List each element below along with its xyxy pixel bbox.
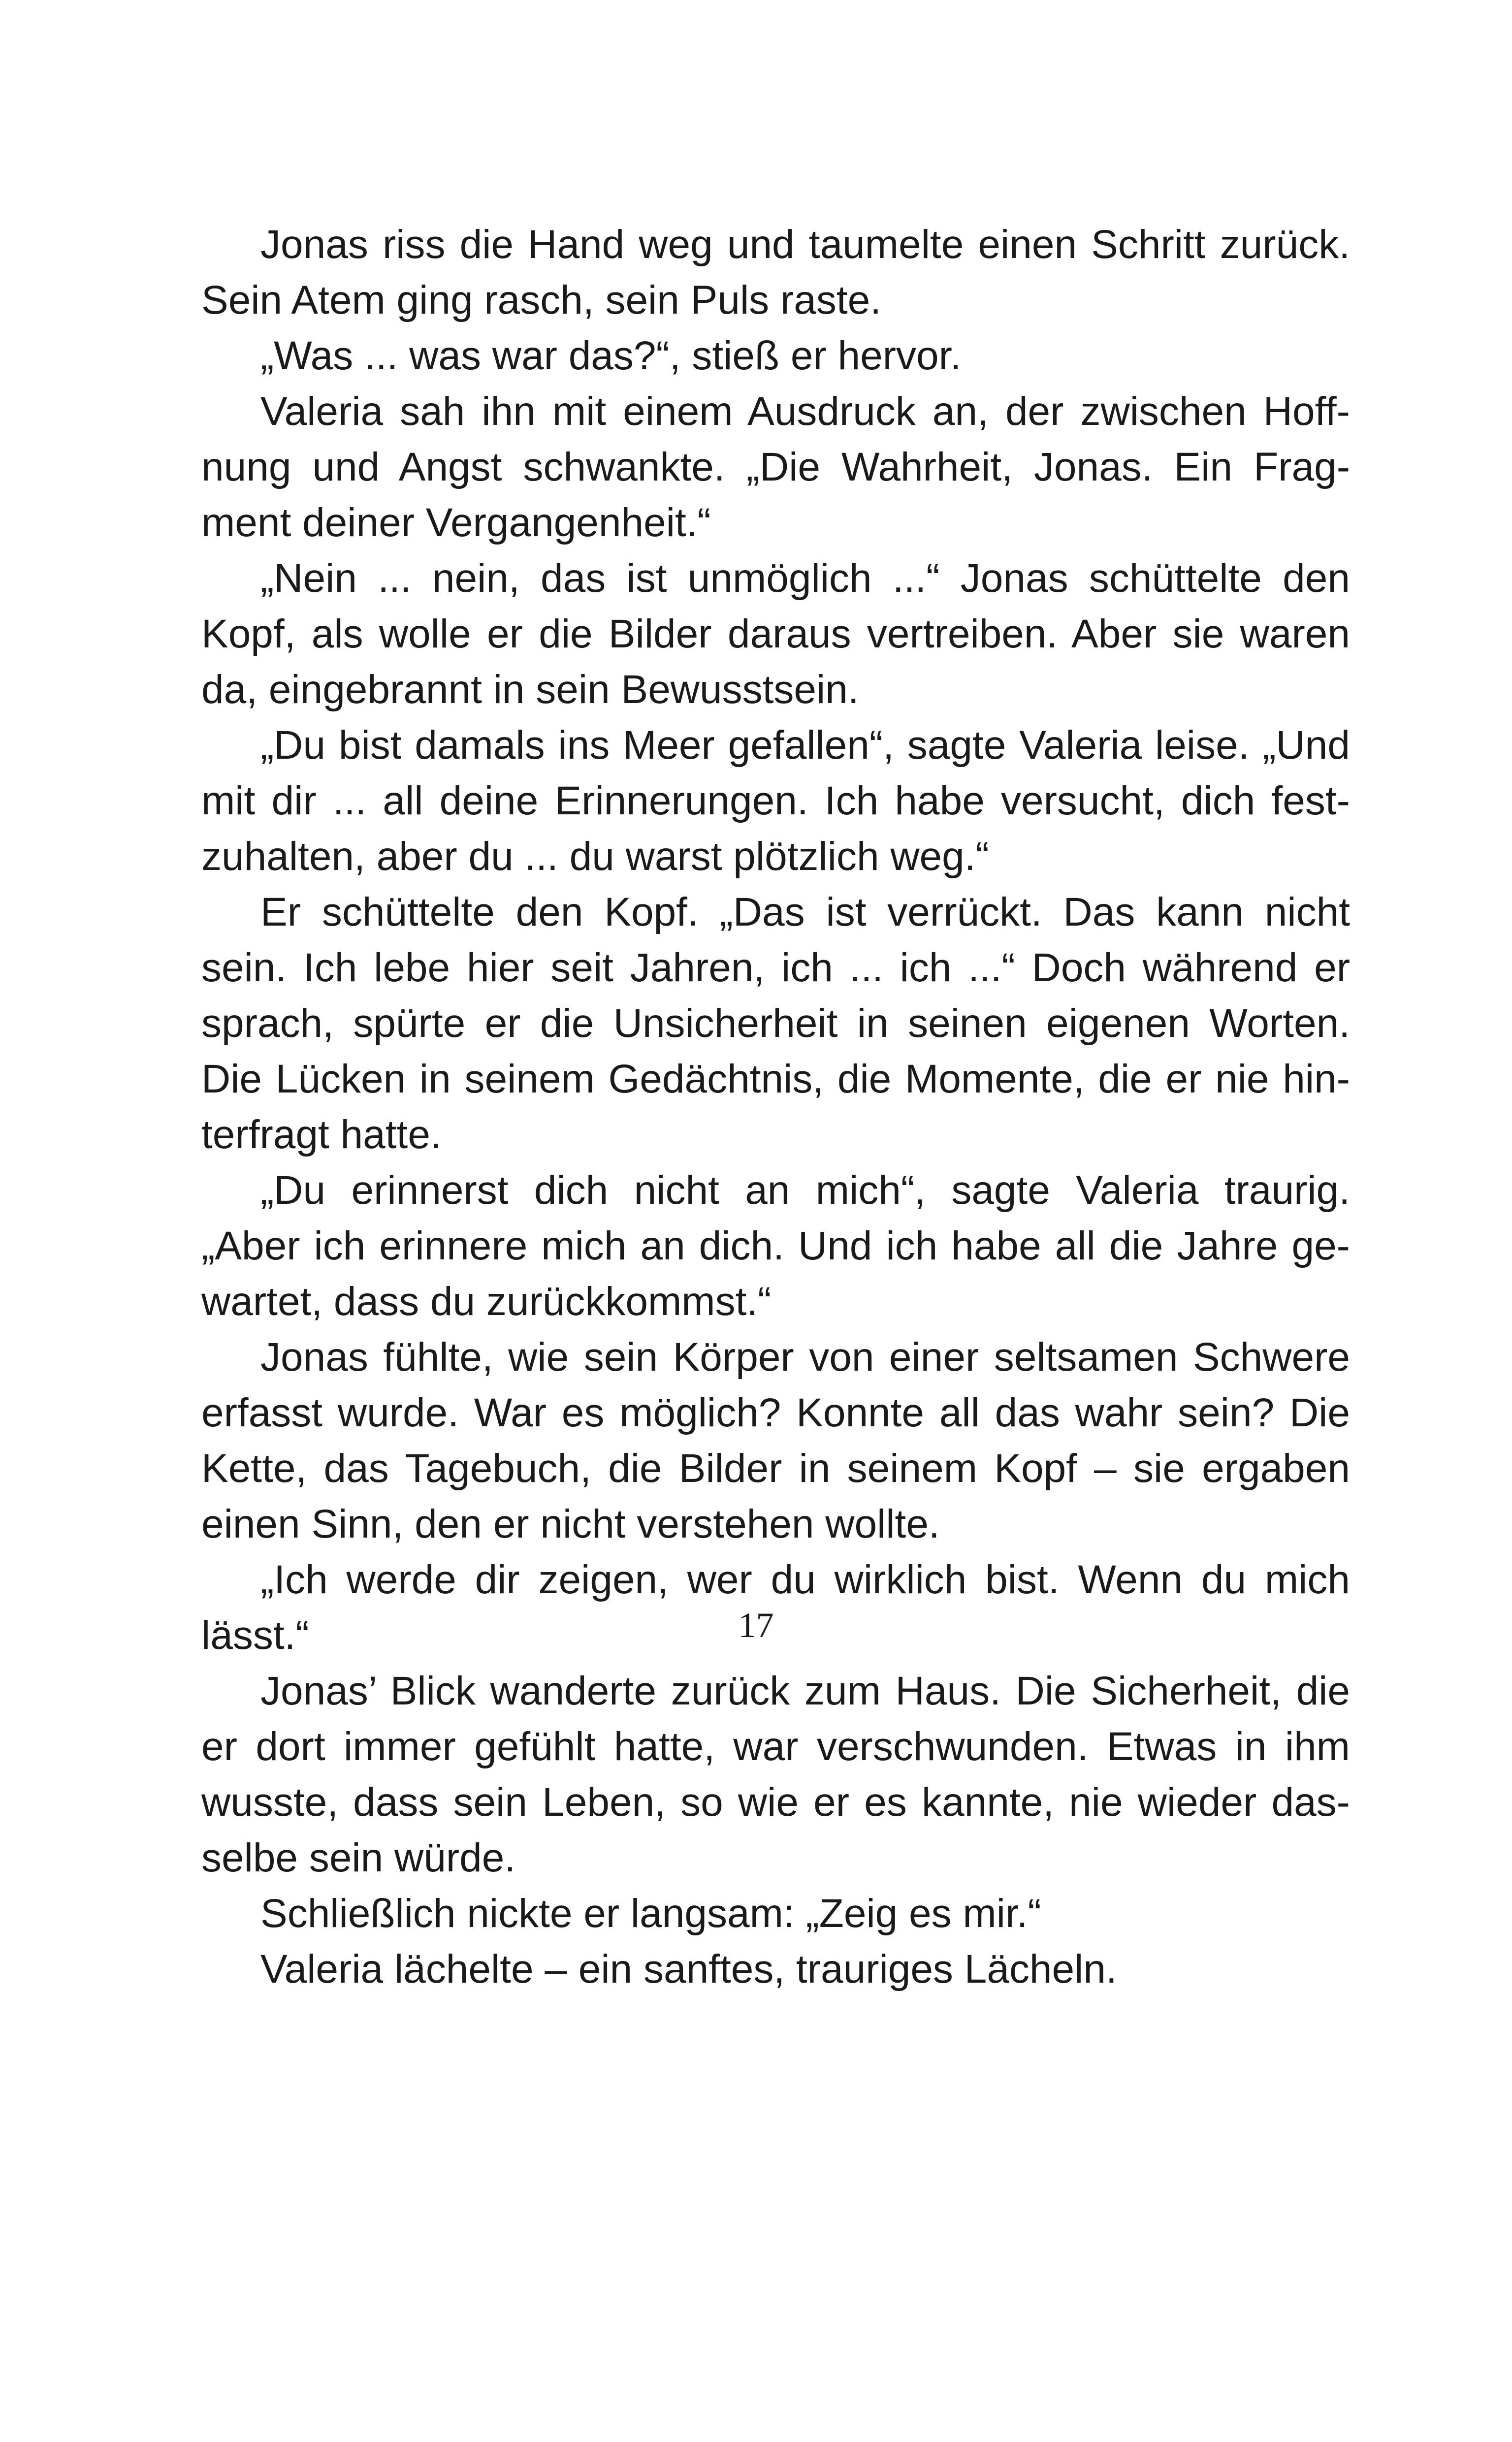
text-line: er dort immer gefühlt hatte, war verschwunden. Etwas in ihm bbox=[201, 1724, 1350, 1769]
text-line: selbe sein würde. bbox=[201, 1835, 516, 1880]
text-line: wartet, dass du zurückkommst.“ bbox=[201, 1279, 772, 1324]
text-line: Valeria sah ihn mit einem Ausdruck an, der zwischen Hoff- bbox=[260, 389, 1350, 434]
text-line: Jonas riss die Hand weg und taumelte einen Schritt zurück. bbox=[260, 222, 1350, 267]
text-line: lässt.“ bbox=[201, 1613, 309, 1658]
page-number: 17 bbox=[738, 1606, 774, 1645]
text-line: „Du erinnerst dich nicht an mich“, sagte Valeria traurig. bbox=[260, 1168, 1350, 1213]
text-line: zuhalten, aber du ... du warst plötzlich weg.“ bbox=[201, 834, 989, 879]
text-line: wusste, dass sein Leben, so wie er es kannte, nie wieder das- bbox=[201, 1780, 1350, 1825]
text-line: Die Lücken in seinem Gedächtnis, die Momente, die er nie hin- bbox=[201, 1057, 1350, 1101]
text-line: sprach, spürte er die Unsicherheit in seinen eigenen Worten. bbox=[201, 1001, 1350, 1046]
text-line: mit dir ... all deine Erinnerungen. Ich habe versucht, dich fest- bbox=[201, 778, 1350, 823]
text-line: Jonas fühlte, wie sein Körper von einer seltsamen Schwere bbox=[260, 1335, 1350, 1380]
text-line: Valeria lächelte – ein sanftes, trauriges Lächeln. bbox=[260, 1947, 1117, 1992]
text-line: ment deiner Vergangenheit.“ bbox=[201, 500, 711, 545]
text-line: „Du bist damals ins Meer gefallen“, sagte Valeria leise. „Und bbox=[260, 723, 1350, 768]
text-line: „Ich werde dir zeigen, wer du wirklich bist. Wenn du mich bbox=[260, 1557, 1350, 1602]
text-line: „Aber ich erinnere mich an dich. Und ich habe all die Jahre ge- bbox=[201, 1223, 1350, 1268]
text-line: sein. Ich lebe hier seit Jahren, ich ... ich ...“ Doch während er bbox=[201, 945, 1350, 990]
text-line: da, eingebrannt in sein Bewusstsein. bbox=[201, 667, 859, 712]
text-line: Sein Atem ging rasch, sein Puls raste. bbox=[201, 278, 882, 322]
text-line: Schließlich nickte er langsam: „Zeig es mir.“ bbox=[260, 1891, 1041, 1936]
text-line: terfragt hatte. bbox=[201, 1112, 442, 1157]
text-line: Jonas’ Blick wanderte zurück zum Haus. Die Sicherheit, die bbox=[260, 1669, 1350, 1713]
body-text bbox=[201, 217, 1350, 1997]
text-line: nung und Angst schwankte. „Die Wahrheit, Jonas. Ein Frag- bbox=[201, 445, 1350, 489]
text-line: „Nein ... nein, das ist unmöglich ...“ Jonas schüttelte den bbox=[260, 556, 1350, 601]
text-line: Kopf, als wolle er die Bilder daraus vertreiben. Aber sie waren bbox=[201, 611, 1350, 656]
text-line: erfasst wurde. War es möglich? Konnte all das wahr sein? Die bbox=[201, 1390, 1350, 1435]
text-line: Er schüttelte den Kopf. „Das ist verrückt. Das kann nicht bbox=[260, 890, 1350, 934]
text-line: „Was ... was war das?“, stieß er hervor. bbox=[260, 333, 962, 378]
text-line: einen Sinn, den er nicht verstehen wollte. bbox=[201, 1502, 940, 1546]
text-line: Kette, das Tagebuch, die Bilder in seinem Kopf – sie ergaben bbox=[201, 1446, 1350, 1491]
